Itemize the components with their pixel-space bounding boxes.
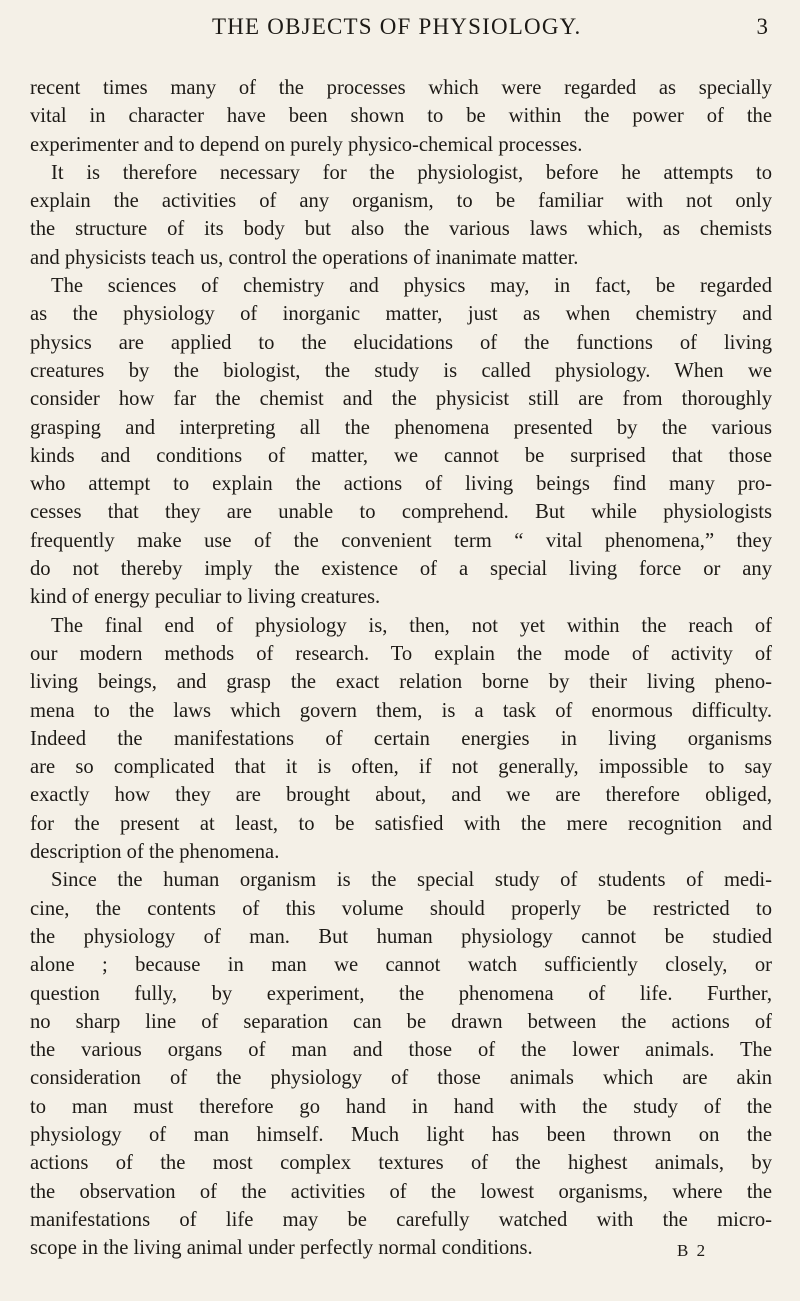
text-line: who attempt to explain the actions of living beings find many pro- xyxy=(30,473,772,496)
text-line: actions of the most complex textures of the highest animals, by xyxy=(30,1152,772,1175)
text-line: consideration of the physiology of those animals which are akin xyxy=(30,1067,772,1090)
text-line: Indeed the manifestations of certain energies in living organisms xyxy=(30,727,772,750)
text-line: The final end of physiology is, then, not yet within the reach of xyxy=(51,614,772,637)
text-line: the various organs of man and those of the lower animals. The xyxy=(30,1039,772,1062)
text-line: exactly how they are brought about, and we are therefore obliged, xyxy=(30,784,772,807)
page-header xyxy=(212,14,768,48)
text-line: as the physiology of inorganic matter, just as when chemistry and xyxy=(30,303,772,326)
text-line: kind of energy peculiar to living creatures. xyxy=(30,586,381,609)
text-line: kinds and conditions of matter, we cannot be surprised that those xyxy=(30,444,772,467)
text-line: physiology of man himself. Much light has been thrown on the xyxy=(30,1123,772,1146)
text-line: do not thereby imply the existence of a special living force or any xyxy=(30,558,772,581)
text-line: creatures by the biologist, the study is called physiology. When we xyxy=(30,359,772,382)
text-line: the structure of its body but also the various laws which, as chemists xyxy=(30,218,772,241)
text-line: manifestations of life may be carefully watched with the micro- xyxy=(30,1208,772,1231)
text-line: our modern methods of research. To explain the mode of activity of xyxy=(30,642,772,665)
text-line: grasping and interpreting all the phenomena presented by the various xyxy=(30,416,772,439)
text-line: alone ; because in man we cannot watch sufficiently closely, or xyxy=(30,954,772,977)
text-line: Since the human organism is the special study of students of medi- xyxy=(51,869,772,892)
page-number: 3 xyxy=(756,14,768,39)
text-line: recent times many of the processes which were regarded as specially xyxy=(30,77,772,99)
text-line: living beings, and grasp the exact relation borne by their living pheno- xyxy=(30,671,772,694)
text-line: It is therefore necessary for the physiologist, before he attempts to xyxy=(51,161,772,184)
text-line: and physicists teach us, control the operations of inanimate matter. xyxy=(30,246,579,269)
body-text xyxy=(30,74,772,1262)
text-line: description of the phenomena. xyxy=(30,841,280,864)
signature-mark: B 2 xyxy=(677,1241,708,1260)
text-line: for the present at least, to be satisfied with the mere recognition and xyxy=(30,812,772,835)
text-line: consider how far the chemist and the physicist still are from thoroughly xyxy=(30,388,772,411)
text-line: The sciences of chemistry and physics may, in fact, be regarded xyxy=(51,275,772,298)
text-line: are so complicated that it is often, if not generally, impossible to say xyxy=(30,756,772,779)
text-line: mena to the laws which govern them, is a task of enormous difficulty. xyxy=(30,699,772,722)
text-line: the physiology of man. But human physiology cannot be studied xyxy=(30,925,772,948)
text-line: the observation of the activities of the lowest organisms, where the xyxy=(30,1180,772,1203)
text-line: scope in the living animal under perfectly normal conditions. xyxy=(30,1237,533,1260)
text-line: physics are applied to the elucidations of the functions of living xyxy=(30,331,772,354)
text-line: cesses that they are unable to comprehend. But while physiologists xyxy=(30,501,772,524)
text-line: no sharp line of separation can be drawn between the actions of xyxy=(30,1010,772,1033)
text-line: question fully, by experiment, the phenomena of life. Further, xyxy=(30,982,772,1005)
text-line: frequently make use of the convenient term “ vital phenomena,” they xyxy=(30,529,772,552)
text-line: explain the activities of any organism, to be familiar with not only xyxy=(30,190,772,213)
text-line: experimenter and to depend on purely physico-chemical processes. xyxy=(30,133,583,156)
text-line: cine, the contents of this volume should properly be restricted to xyxy=(30,897,772,920)
text-line: vital in character have been shown to be within the power of the xyxy=(30,105,772,128)
running-head: THE OBJECTS OF PHYSIOLOGY. xyxy=(212,14,582,39)
text-line: to man must therefore go hand in hand with the study of the xyxy=(30,1095,772,1118)
